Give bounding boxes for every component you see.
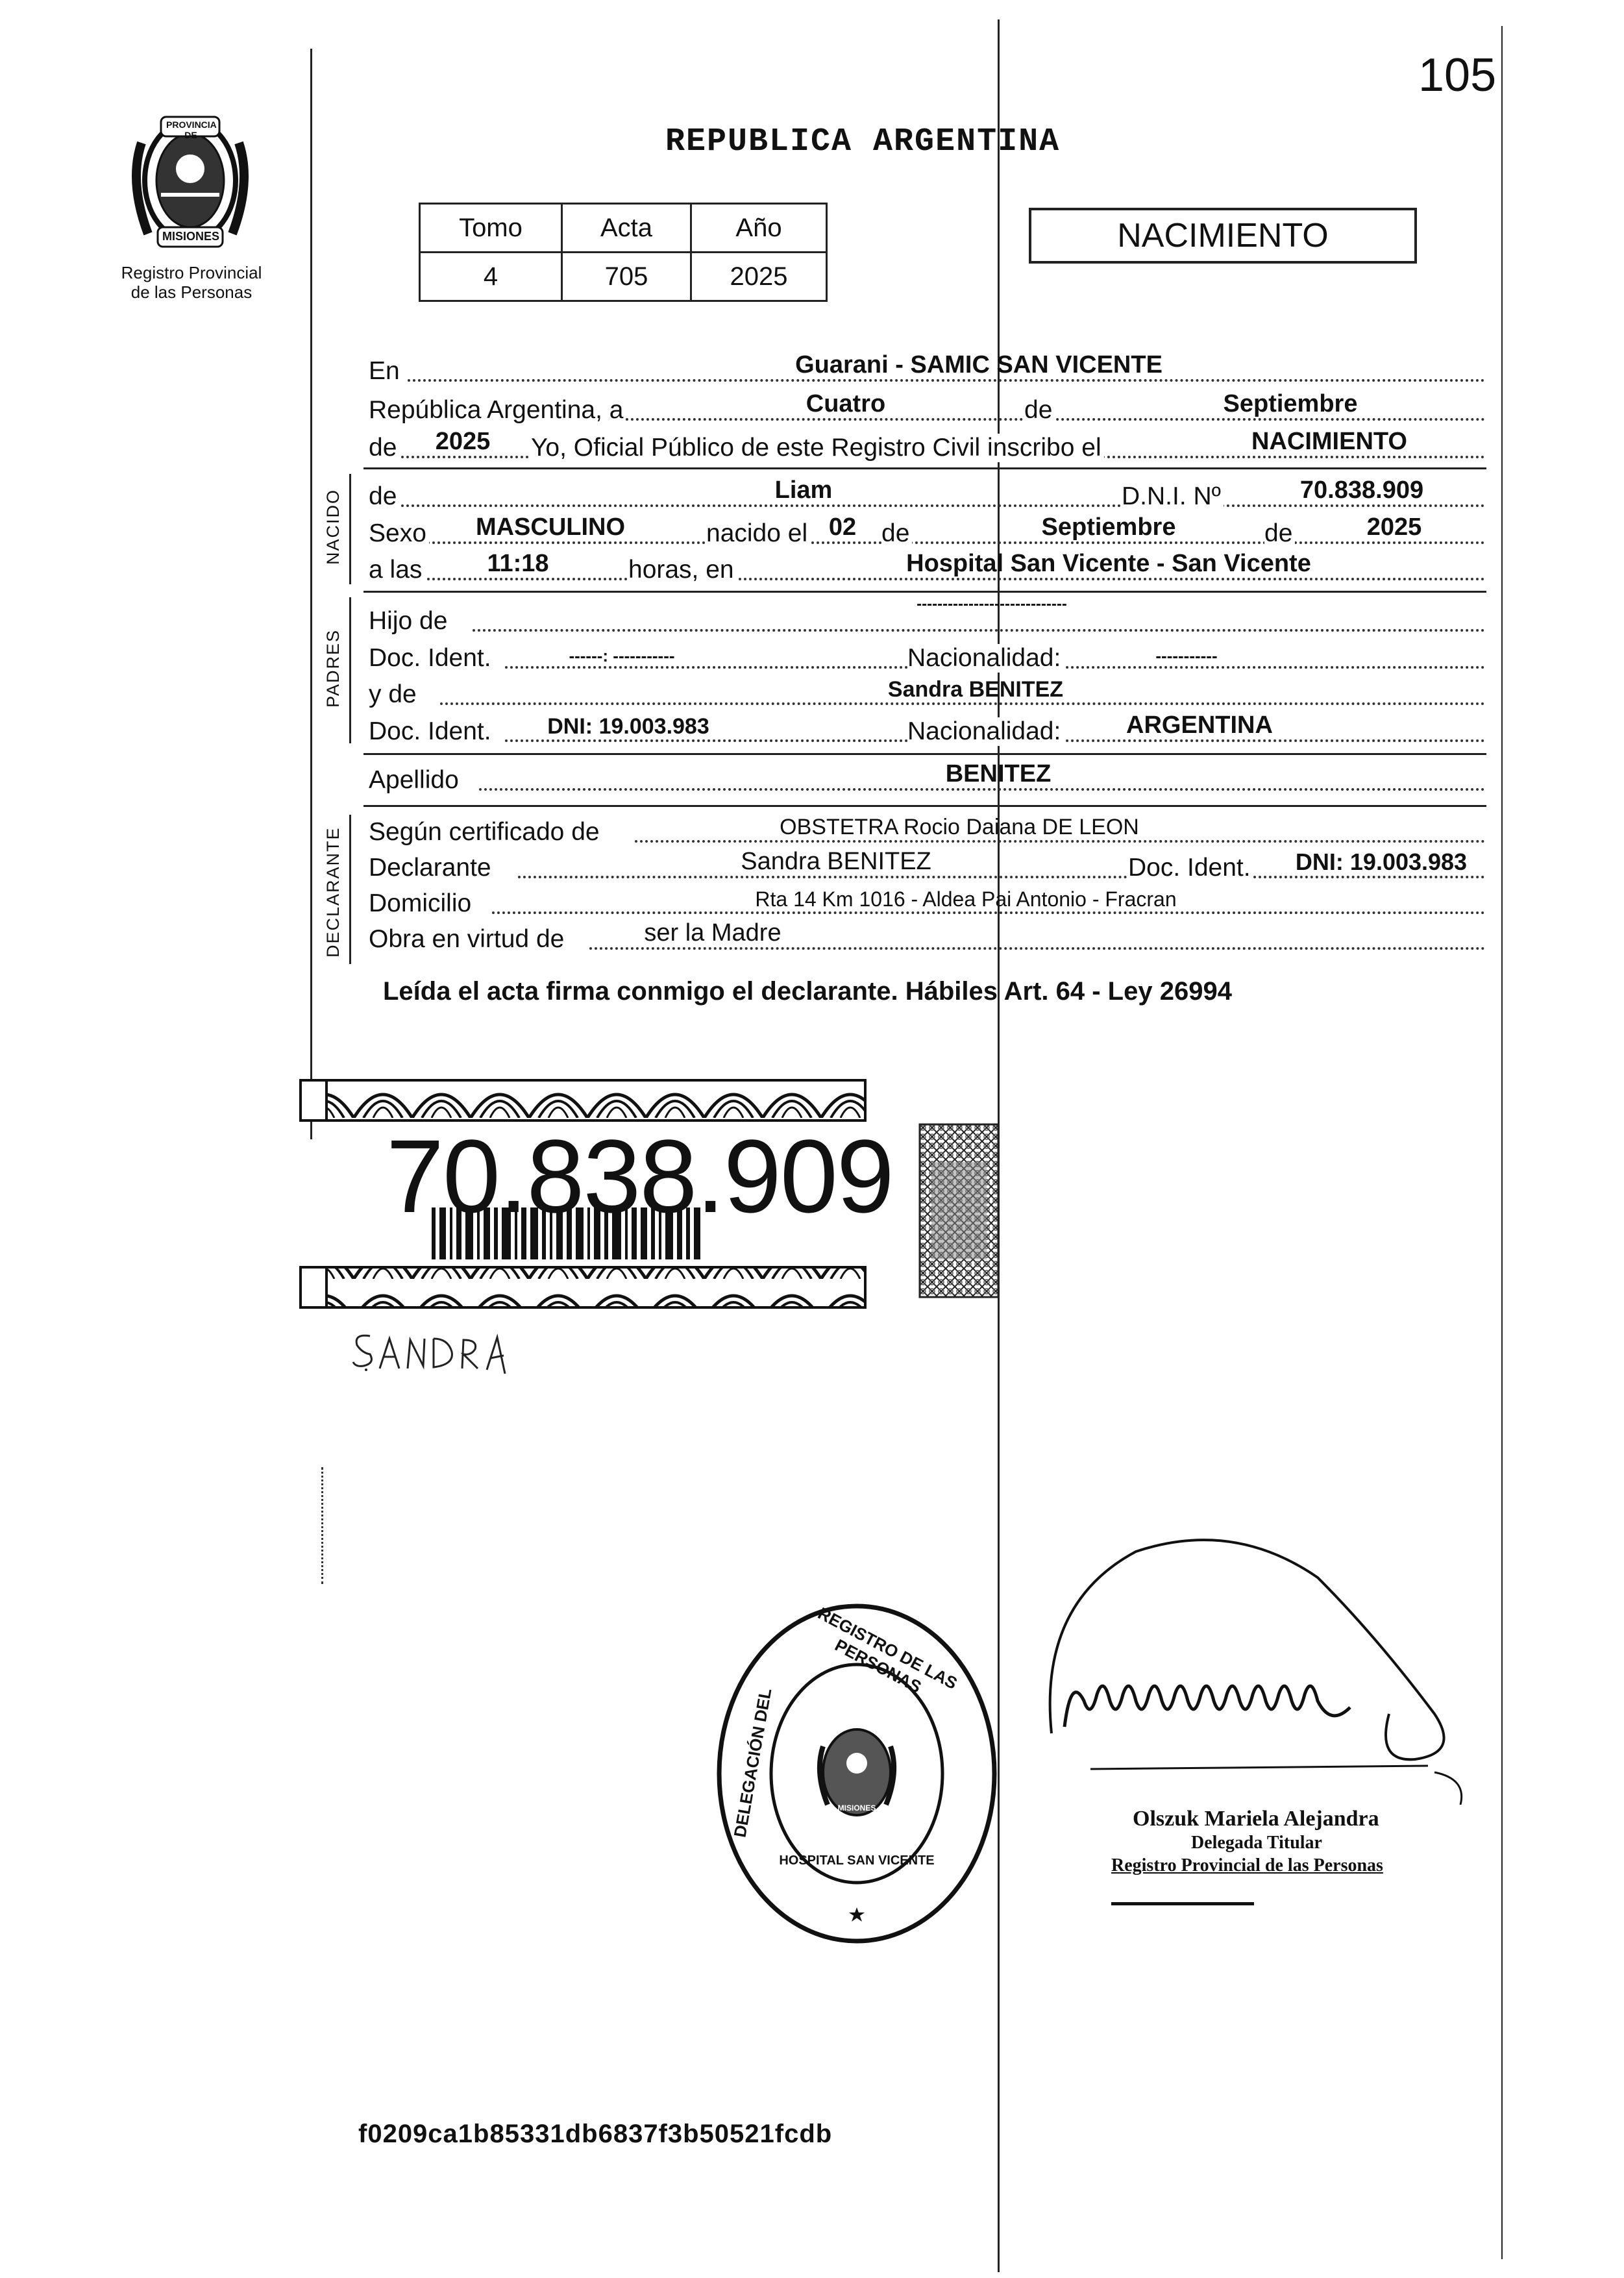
label-decl-doc: Doc. Ident. xyxy=(1128,854,1253,882)
table-header-tomo: Tomo xyxy=(420,204,562,253)
closing-text: Leída el acta firma conmigo el declarante. Hábiles Art. 64 - Ley 26994 xyxy=(383,977,1232,1006)
label-republica: República Argentina, a xyxy=(369,396,626,425)
province-seal-logo xyxy=(116,104,265,253)
margin-dot-marks xyxy=(321,1467,327,1584)
seal-bottom-text: MISIONES xyxy=(162,230,219,243)
stamp-inner-text: HOSPITAL SAN VICENTE xyxy=(779,1853,935,1868)
label-doc-ident-mother: Doc. Ident. xyxy=(369,717,494,746)
value-reason: ser la Madre xyxy=(644,919,781,947)
row-place xyxy=(369,351,1485,390)
value-day: Cuatro xyxy=(806,390,886,417)
page-number: 105 xyxy=(1418,49,1497,101)
label-hijo-de: Hijo de xyxy=(369,607,450,636)
stamp-top-text: REGISTRO DE LAS PERSONAS xyxy=(815,1603,961,1697)
table-header-anio: Año xyxy=(691,204,826,253)
security-hologram xyxy=(918,1123,1000,1298)
separator-2 xyxy=(363,591,1486,593)
value-inscribo: NACIMIENTO xyxy=(1251,428,1407,455)
logo-caption xyxy=(91,263,292,302)
stamp-left-text: DELEGACIÓN DEL xyxy=(730,1687,776,1839)
value-mother-doc: DNI: 19.003.983 xyxy=(547,714,709,739)
section-label-declarante: DECLARANTE xyxy=(323,826,343,958)
label-inscribo: Yo, Oficial Público de este Registro Civil inscribo el xyxy=(531,434,1104,462)
row-surname xyxy=(369,760,1485,799)
row-inscription xyxy=(369,427,1485,466)
separator-1 xyxy=(363,467,1486,469)
stamp-star-icon xyxy=(849,1907,865,1922)
value-place: Guarani - SAMIC SAN VICENTE xyxy=(795,351,1163,378)
section-label-nacido: NACIDO xyxy=(323,488,343,565)
handwritten-name xyxy=(351,1324,519,1376)
label-de-birth-year: de xyxy=(1264,519,1295,548)
value-address: Rta 14 Km 1016 - Aldea Pai Antonio - Fracran xyxy=(755,887,1177,911)
row-father-doc xyxy=(369,638,1485,676)
section-bar-declarante xyxy=(349,815,351,964)
table-value-anio: 2025 xyxy=(691,253,826,301)
label-sexo: Sexo xyxy=(369,519,429,548)
logo-caption-line1: Registro Provincial xyxy=(121,263,262,282)
label-nacionalidad-mother: Nacionalidad: xyxy=(907,717,1063,746)
label-a-las: a las xyxy=(369,556,424,584)
value-father-nat: ----------- xyxy=(1155,646,1218,665)
seal-top-text: PROVINCIA DE xyxy=(166,119,217,140)
value-child-name: Liam xyxy=(774,477,833,504)
value-birth-day: 02 xyxy=(828,514,857,541)
label-declarante: Declarante xyxy=(369,854,494,882)
value-declarant: Sandra BENITEZ xyxy=(741,848,931,875)
logo-caption-line2: de las Personas xyxy=(130,282,252,302)
row-certificate xyxy=(369,811,1485,850)
stamp-inner-seal xyxy=(820,1729,894,1815)
dni-sticker xyxy=(295,1078,893,1311)
table-value-acta: 705 xyxy=(561,253,691,301)
label-nacionalidad-father: Nacionalidad: xyxy=(907,644,1063,673)
row-reason xyxy=(369,919,1485,958)
value-birth-year: 2025 xyxy=(1366,514,1422,541)
officer-signature xyxy=(1013,1506,1480,1805)
value-mother-nat: ARGENTINA xyxy=(1126,712,1273,739)
value-month: Septiembre xyxy=(1223,390,1358,417)
row-sex-birth xyxy=(369,513,1485,552)
officer-office: Registro Provincial de las Personas xyxy=(1111,1855,1383,1876)
separator-4 xyxy=(363,805,1486,807)
record-type-label: NACIMIENTO xyxy=(1117,217,1329,254)
value-decl-doc: DNI: 19.003.983 xyxy=(1295,848,1468,875)
section-label-padres: PADRES xyxy=(323,628,343,708)
officer-role: Delegada Titular xyxy=(1191,1833,1322,1853)
row-declarant xyxy=(369,847,1485,886)
label-de-birth: de xyxy=(881,519,912,548)
value-birth-time: 11:18 xyxy=(487,550,549,577)
document-title: REPUBLICA ARGENTINA xyxy=(665,123,1061,160)
value-child-dni: 70.838.909 xyxy=(1299,477,1424,504)
value-father-name: ----------------------------- xyxy=(917,595,1067,613)
value-father-doc: ------: ----------- xyxy=(569,646,675,665)
row-date xyxy=(369,390,1485,428)
section-bar-nacido xyxy=(349,474,351,584)
row-child-name xyxy=(369,476,1485,515)
value-surname: BENITEZ xyxy=(945,760,1052,787)
label-de-year: de xyxy=(369,434,399,462)
value-birth-place: Hospital San Vicente - San Vicente xyxy=(906,550,1311,577)
row-mother xyxy=(369,674,1485,713)
label-apellido: Apellido xyxy=(369,766,461,795)
record-table xyxy=(419,203,828,302)
row-address xyxy=(369,883,1485,922)
label-obra: Obra en virtud de xyxy=(369,925,567,954)
row-father xyxy=(369,595,1485,639)
label-y-de: y de xyxy=(369,680,419,709)
stamp-inner-seal-text: MISIONES xyxy=(837,1803,876,1813)
officer-name: Olszuk Mariela Alejandra xyxy=(1133,1807,1379,1831)
row-mother-doc xyxy=(369,711,1485,750)
row-time-place xyxy=(369,549,1485,588)
table-header-acta: Acta xyxy=(561,204,691,253)
value-mother-name: Sandra BENITEZ xyxy=(887,677,1064,702)
section-bar-padres xyxy=(349,597,351,743)
value-birth-month: Septiembre xyxy=(1041,514,1176,541)
left-margin-line xyxy=(310,49,312,1139)
value-certificate: OBSTETRA Rocio Daiana DE LEON xyxy=(780,815,1139,839)
label-horas: horas, en xyxy=(628,556,737,584)
document-hash: f0209ca1b85331db6837f3b50521fcdb xyxy=(358,2120,833,2148)
record-type-box xyxy=(1029,208,1417,264)
table-value-tomo: 4 xyxy=(420,253,562,301)
separator-3 xyxy=(363,753,1486,755)
dni-sticker-number: 70.838.909 xyxy=(386,1118,893,1234)
label-de-name: de xyxy=(369,482,399,511)
value-sexo: MASCULINO xyxy=(475,514,626,541)
label-en: En xyxy=(369,357,402,386)
label-certificado: Según certificado de xyxy=(369,818,602,847)
value-year: 2025 xyxy=(435,428,491,455)
right-margin-line xyxy=(1501,26,1503,2259)
label-de-month: de xyxy=(1024,396,1055,425)
label-nacido-el: nacido el xyxy=(706,519,810,548)
label-doc-ident-father: Doc. Ident. xyxy=(369,644,494,673)
label-domicilio: Domicilio xyxy=(369,889,474,918)
official-stamp xyxy=(701,1597,1013,1954)
label-dni: D.N.I. Nº xyxy=(1122,482,1224,511)
officer-underline xyxy=(1111,1902,1254,1905)
